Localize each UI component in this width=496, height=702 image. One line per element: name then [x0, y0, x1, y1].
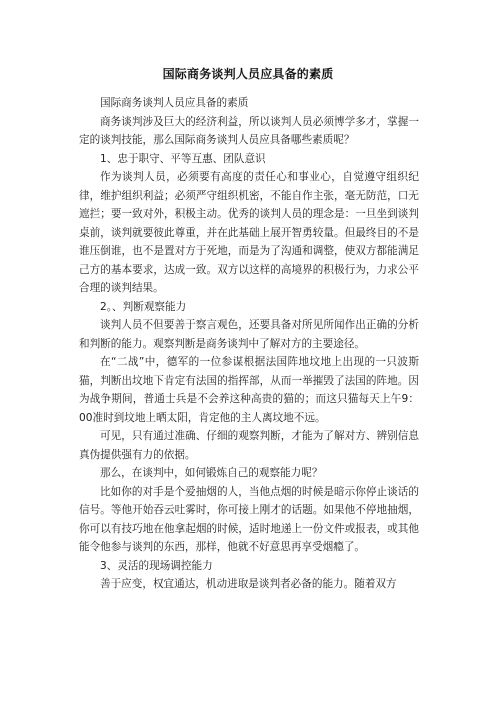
paragraph-subtitle: 国际商务谈判人员应具备的素质 [100, 97, 249, 109]
heading-section-3: 3、灵活的现场调控能力 [100, 559, 213, 572]
paragraph-conclusion: 可见，只有通过准确、仔细的观察判断，才能为了解对方、辨别信息真伪提供强有力的依据。 [79, 430, 419, 461]
heading-section-2: 2。、判断观察能力 [100, 300, 187, 313]
document-title: 国际商务谈判人员应具备的素质 [162, 67, 334, 81]
paragraph-intro: 商务谈判涉及巨大的经济利益，所以谈判人员必须博学多才，掌握一定的谈判技能，那么国际商务谈判人员应具备哪些素质呢？ [79, 115, 419, 146]
paragraph-section-3: 善于应变，权宜通达，机动进取是谈判者必备的能力。随着双方 [100, 578, 397, 590]
heading-section-1: 1、忠于职守、平等互惠、团队意识 [100, 152, 266, 165]
paragraph-section-1: 作为谈判人员，必须要有高度的责任心和事业心，自觉遵守组织纪律，维护组织利益；必须严守组织机密，不能自作主张，毫无防范，口无遮拦；要一致对外，积极主动。优秀的谈判人员的理念是：一旦坐到谈判桌前，谈判就要彼此尊重，并在此基础上展开智勇较量。但最终目的不是谁压倒谁，也不是置对方于死地，而是为了沟通和调整，使双方都能满足己方的基本要求，达成一致。双方以这样的高境界的积极行为，力求公平合理的谈判结果。 [79, 171, 419, 294]
paragraph-question: 那么，在谈判中，如何锻炼自己的观察能力呢？ [100, 467, 323, 479]
paragraph-smoking-example: 比如你的对手是个爱抽烟的人，当他点烟的时候是暗示你停止谈话的信号。等他开始吞云吐雾时，你可接上刚才的话题。如果他不停地抽烟，你可以有技巧地在他拿起烟的时候，适时地递上一份文件或报表，或其他能令他参与谈判的东西，那样，他就不好意思再享受烟瘾了。 [79, 485, 419, 553]
paragraph-ww2-example: 在“二战”中，德军的一位参谋根据法国阵地坟地上出现的一只波斯猫，判断出坟地下肯定有法国的指挥部，从而一举摧毁了法国的阵地。因为战争期间，普通士兵是不会养这种高贵的猫的；而这只猫每天上午9：00准时到坟地上晒太阳，肯定他的主人离坟地不远。 [79, 356, 419, 424]
paragraph-section-2: 谈判人员不但要善于察言观色，还要具备对所见所闻作出正确的分析和判断的能力。观察判断是商务谈判中了解对方的主要途径。 [79, 319, 419, 350]
document-body [79, 94, 419, 594]
